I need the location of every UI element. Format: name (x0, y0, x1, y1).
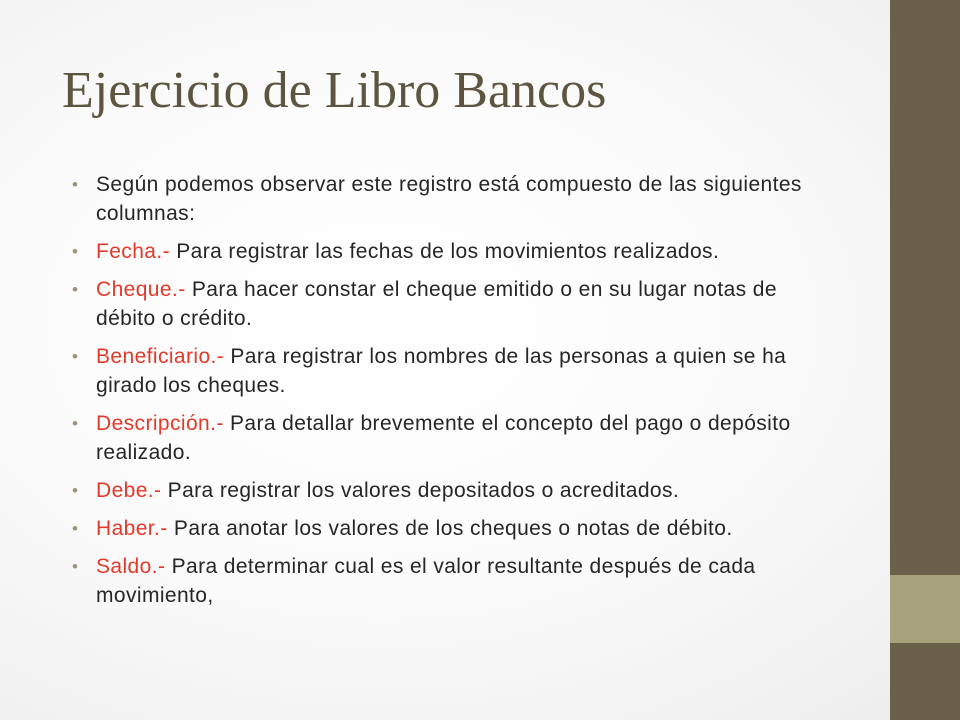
bullet-debe (72, 476, 842, 505)
bullet-term: Cheque.- (96, 278, 186, 301)
bullet-marker: • (72, 414, 79, 433)
bullet-text: Según podemos observar este registro está compuesto de las siguientes columnas: (96, 173, 802, 225)
bullet-text: Para registrar los valores depositados o acreditados. (161, 479, 680, 502)
bullet-descripcion (72, 409, 842, 467)
bullet-term: Beneficiario.- (96, 345, 225, 368)
bullet-fecha (72, 237, 842, 266)
bullet-marker: • (72, 557, 79, 576)
bullet-text: Para registrar los nombres de las personas a quien se ha girado los cheques. (96, 345, 787, 397)
bullet-term: Debe.- (96, 479, 162, 502)
bullet-cheque (72, 275, 842, 333)
bullet-beneficiario (72, 342, 842, 400)
bullet-term: Fecha.- (96, 240, 170, 263)
bullet-marker: • (72, 481, 79, 500)
side-accent-block (890, 575, 960, 643)
bullet-text: Para anotar los valores de los cheques o notas de débito. (167, 517, 733, 540)
bullet-marker: • (72, 242, 79, 261)
bullet-intro (72, 170, 842, 228)
bullet-marker: • (72, 347, 79, 366)
bullet-haber (72, 514, 842, 543)
bullet-list (72, 170, 842, 619)
bullet-text: Para detallar brevemente el concepto del pago o depósito realizado. (96, 412, 791, 464)
bullet-saldo (72, 552, 842, 610)
bullet-term: Saldo.- (96, 555, 166, 578)
slide-title: Ejercicio de Libro Bancos (62, 62, 607, 119)
bullet-text: Para hacer constar el cheque emitido o en su lugar notas de débito o crédito. (96, 278, 777, 330)
bullet-marker: • (72, 519, 79, 538)
bullet-text: Para registrar las fechas de los movimientos realizados. (170, 240, 720, 263)
bullet-term: Descripción.- (96, 412, 224, 435)
bullet-text: Para determinar cual es el valor resultante después de cada movimiento, (96, 555, 756, 607)
bullet-marker: • (72, 280, 79, 299)
bullet-marker: • (72, 175, 79, 194)
bullet-term: Haber.- (96, 517, 168, 540)
